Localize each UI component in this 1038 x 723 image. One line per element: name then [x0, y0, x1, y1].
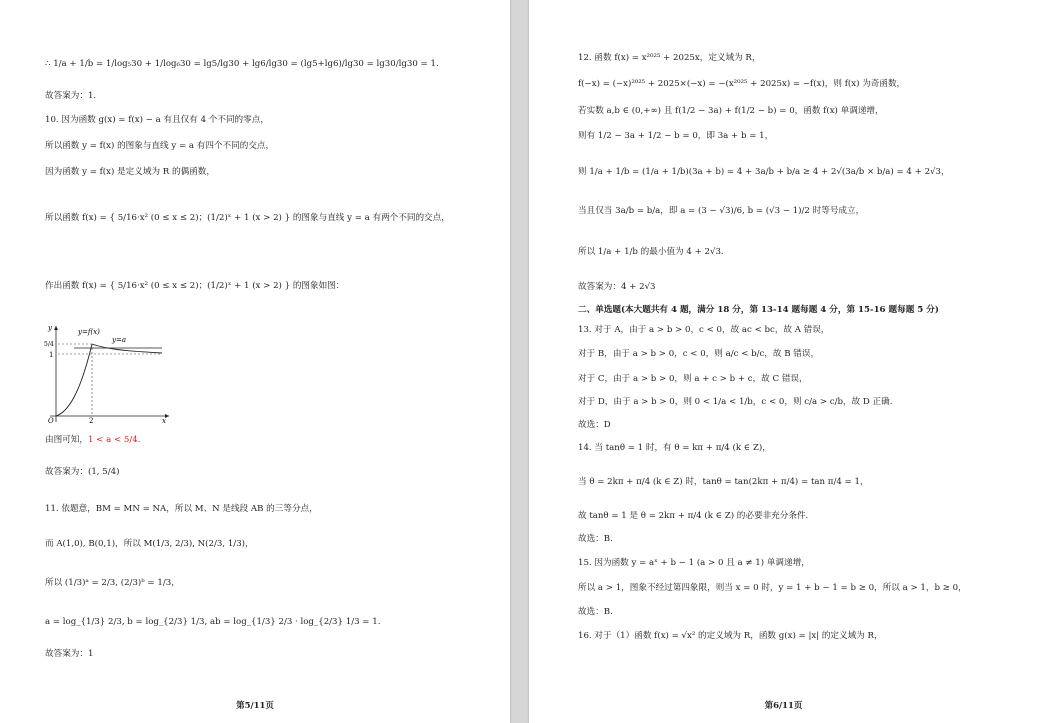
- text-line: 当 θ = 2kπ + π/4 (k ∈ Z) 时，tanθ = tan(2kπ + π/4) = tan π/4 = 1，: [578, 477, 869, 487]
- conclusion-prefix: 由图可知，: [45, 435, 88, 445]
- text-line: 对于 B，由于 a > b > 0，c < 0，则 a/c < b/c，故 B 错误，: [578, 349, 820, 359]
- text-line: 14. 当 tanθ = 1 时，有 θ = kπ + π/4 (k ∈ Z)，: [578, 443, 771, 453]
- text-line: [45, 434, 490, 446]
- text-line: 所以函数 f(x) = { 5/16·x² (0 ≤ x ≤ 2)；(1/2)ˣ + 1 (x > 2) } 的图象与直线 y = a 有两个不同的交点，: [45, 213, 450, 223]
- label-fx: y=f(x): [78, 328, 100, 336]
- curve-exponential: [92, 344, 162, 353]
- text-line: ∴ 1/a + 1/b = 1/log₅30 + 1/log₆30 = lg5/lg30 + lg6/lg30 = (lg5+lg6)/lg30 = lg30/lg30 = 1.: [45, 59, 439, 69]
- text-line: 故答案为：1.: [45, 91, 97, 101]
- text-line: 10. 因为函数 g(x) = f(x) − a 有且仅有 4 个不同的零点，: [45, 115, 269, 125]
- text-line: 则有 1/2 − 3a + 1/2 − b = 0，即 3a + b = 1，: [578, 131, 774, 141]
- page-number: 第6/11页: [764, 701, 803, 711]
- section-heading: 二、单选题(本大题共有 4 题，满分 18 分，第 13-14 题每题 4 分，第 15-16 题每题 5 分): [578, 305, 939, 315]
- text-line: 故 tanθ = 1 是 θ = 2kπ + π/4 (k ∈ Z) 的必要非充分条件.: [578, 511, 809, 521]
- right-page: [529, 0, 1038, 723]
- text-line: 所以函数 y = f(x) 的图象与直线 y = a 有四个不同的交点，: [45, 141, 275, 151]
- text-line: 所以 a > 1，图象不经过第四象限，则当 x = 0 时，y = 1 + b − 1 = b ≥ 0，所以 a > 1，b ≥ 0，: [578, 583, 967, 593]
- tick-x-2: 2: [89, 417, 94, 424]
- conclusion-range: 1 < a < 5/4.: [87, 435, 141, 445]
- text-line: 所以 (1/3)ᵃ = 2/3, (2/3)ᵇ = 1/3，: [45, 578, 180, 588]
- text-line: 而 A(1,0), B(0,1)，所以 M(1/3, 2/3), N(2/3, 1/3)，: [45, 539, 254, 549]
- text-line: 对于 C，由于 a > b > 0，则 a + c > b + c，故 C 错误，: [578, 374, 808, 384]
- label-origin: O: [48, 417, 54, 424]
- text-line: 13. 对于 A，由于 a > b > 0，c < 0，故 ac < bc，故 A 错误，: [578, 325, 830, 335]
- curve-parabola: [56, 344, 92, 416]
- page-number: 第5/11页: [236, 701, 274, 711]
- text-line: 故答案为：(1, 5/4): [45, 467, 120, 477]
- tick-y-5-4: 5/4: [44, 341, 54, 348]
- label-x: x: [162, 417, 166, 424]
- text-line: 12. 函数 f(x) = x²⁰²⁵ + 2025x，定义域为 R，: [578, 53, 761, 63]
- text-line: 故答案为：4 + 2√3: [578, 282, 656, 292]
- text-line: 故选：B.: [578, 534, 613, 544]
- text-line: 若实数 a,b ∈ (0,+∞) 且 f(1/2 − 3a) + f(1/2 − b) = 0，函数 f(x) 单调递增，: [578, 106, 884, 116]
- text-line: 对于 D，由于 a > b > 0，则 0 < 1/a < 1/b，c < 0，则 c/a > c/b，故 D 正确.: [578, 397, 893, 407]
- text-line: 16. 对于（1）函数 f(x) = √x² 的定义域为 R，函数 g(x) = |x| 的定义域为 R，: [578, 631, 883, 641]
- text-line: 故答案为：1: [45, 649, 94, 659]
- text-line: 所以 1/a + 1/b 的最小值为 4 + 2√3.: [578, 247, 724, 257]
- function-graph: [44, 324, 174, 424]
- text-line: 故选：B.: [578, 607, 613, 617]
- text-line: 则 1/a + 1/b = (1/a + 1/b)(3a + b) = 4 + 3a/b + b/a ≥ 4 + 2√(3a/b × b/a) = 4 + 2√3，: [578, 167, 950, 177]
- text-line: f(−x) = (−x)²⁰²⁵ + 2025×(−x) = −(x²⁰²⁵ + 2025x) = −f(x)，则 f(x) 为奇函数，: [578, 79, 906, 89]
- text-line: 11. 依题意，BM = MN = NA，所以 M、N 是线段 AB 的三等分点，: [45, 504, 318, 514]
- text-line: 因为函数 y = f(x) 是定义域为 R 的偶函数，: [45, 167, 215, 177]
- text-line: a = log_{1/3} 2/3, b = log_{2/3} 1/3, ab = log_{1/3} 2/3 · log_{2/3} 1/3 = 1.: [45, 617, 381, 627]
- label-ya: y=a: [112, 336, 126, 344]
- text-line: 15. 因为函数 y = aˣ + b − 1 (a > 0 且 a ≠ 1) 单调递增，: [578, 558, 810, 568]
- y-axis-arrow-icon: [54, 326, 58, 330]
- tick-y-1: 1: [49, 351, 54, 359]
- left-page: [0, 0, 510, 723]
- text-line: 当且仅当 3a/b = b/a，即 a = (3 − √3)/6, b = (√3 − 1)/2 时等号成立，: [578, 206, 865, 216]
- label-y: y: [48, 324, 52, 332]
- text-line: 故选：D: [578, 420, 611, 430]
- text-line: 作出函数 f(x) = { 5/16·x² (0 ≤ x ≤ 2)；(1/2)ˣ + 1 (x > 2) } 的图象如图：: [45, 281, 345, 291]
